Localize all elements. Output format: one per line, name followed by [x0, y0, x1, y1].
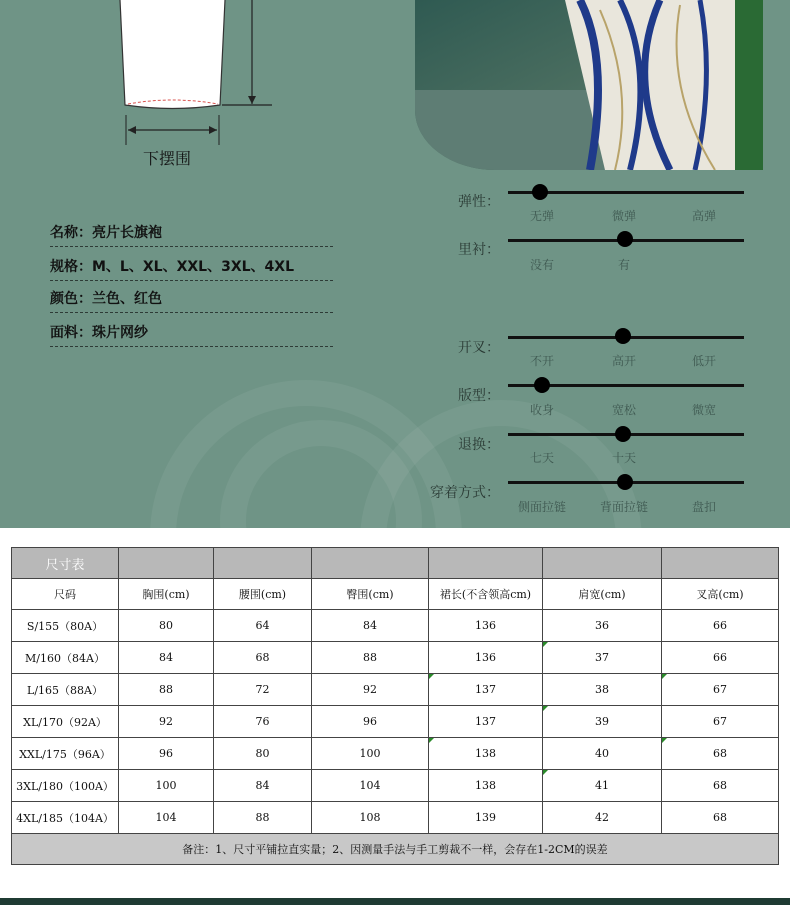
table-cell: 136 [429, 610, 543, 642]
table-cell: 104 [119, 802, 214, 834]
table-header-blank [119, 548, 214, 579]
product-name-value: 亮片长旗袍 [92, 225, 162, 241]
product-size-row [50, 256, 333, 281]
table-row [12, 802, 779, 834]
table-cell: 88 [119, 674, 214, 706]
table-cell: 139 [429, 802, 543, 834]
slider-option: 不开 [529, 354, 554, 368]
footer-bar [0, 898, 790, 905]
slider-option: 背面拉链 [599, 500, 648, 514]
table-cell: 41 [543, 770, 662, 802]
table-cell: M/160（84A） [12, 642, 119, 674]
table-header-blank [429, 548, 543, 579]
table-cell: L/165（88A） [12, 674, 119, 706]
table-cell: 68 [214, 642, 312, 674]
table-header-blank [662, 548, 779, 579]
table-cell: 108 [312, 802, 429, 834]
slider-label: 开叉： [458, 340, 500, 356]
slider-label: 里衬： [458, 242, 500, 258]
table-header-blank [543, 548, 662, 579]
table-row [12, 738, 779, 770]
table-cell: 68 [662, 802, 779, 834]
size-table-note: 备注：1、尺寸平铺拉直实量；2、因测量手法与手工剪裁不一样，会存在1-2CM的误差 [12, 834, 779, 865]
table-cell: 68 [662, 738, 779, 770]
table-cell: 3XL/180（100A） [12, 770, 119, 802]
table-cell: 137 [429, 674, 543, 706]
table-cell: 4XL/185（104A） [12, 802, 119, 834]
table-cell: 76 [214, 706, 312, 738]
table-cell: 100 [312, 738, 429, 770]
slider-knob [532, 184, 548, 200]
slider-option: 侧面拉链 [517, 500, 566, 514]
table-cell: S/155（80A） [12, 610, 119, 642]
slider-option: 收身 [529, 403, 554, 417]
table-row [12, 610, 779, 642]
table-cell: 84 [312, 610, 429, 642]
slider-option: 微宽 [691, 403, 716, 417]
table-cell: 100 [119, 770, 214, 802]
table-cell: 92 [119, 706, 214, 738]
column-header: 臀围(cm) [312, 579, 429, 610]
table-cell: 137 [429, 706, 543, 738]
table-header-blank [312, 548, 429, 579]
slider-option: 低开 [691, 354, 716, 368]
table-cell: 138 [429, 770, 543, 802]
column-header: 叉高(cm) [662, 579, 779, 610]
table-cell: 84 [214, 770, 312, 802]
table-cell: 66 [662, 642, 779, 674]
size-table [11, 547, 779, 865]
column-header: 尺码 [12, 579, 119, 610]
table-cell: 42 [543, 802, 662, 834]
product-size-value: M、L、XL、XXL、3XL、4XL [92, 259, 294, 275]
slider-knob [615, 426, 631, 442]
table-cell: XXL/175（96A） [12, 738, 119, 770]
slider-label: 穿着方式： [430, 485, 500, 501]
slider-option: 十天 [611, 451, 636, 465]
column-header: 胸围(cm) [119, 579, 214, 610]
table-cell: 92 [312, 674, 429, 706]
table-row [12, 706, 779, 738]
table-cell: 96 [119, 738, 214, 770]
product-fabric-label: 面料： [50, 325, 92, 341]
column-header: 肩宽(cm) [543, 579, 662, 610]
column-header: 腰围(cm) [214, 579, 312, 610]
table-cell: XL/170（92A） [12, 706, 119, 738]
table-cell: 138 [429, 738, 543, 770]
product-name-label: 名称： [50, 225, 92, 241]
table-cell: 80 [214, 738, 312, 770]
table-cell: 84 [119, 642, 214, 674]
slider-option: 高开 [611, 354, 636, 368]
product-name-row [50, 222, 333, 247]
slider-label: 退换： [458, 437, 500, 453]
slider-knob [617, 231, 633, 247]
slider-option: 无弹 [529, 209, 554, 223]
slider-option: 高弹 [691, 209, 716, 223]
table-cell: 136 [429, 642, 543, 674]
table-cell: 88 [214, 802, 312, 834]
table-cell: 68 [662, 770, 779, 802]
size-table-title: 尺寸表 [12, 548, 119, 579]
product-color-label: 颜色： [50, 291, 92, 307]
size-table-header-row [12, 579, 779, 610]
table-cell: 88 [312, 642, 429, 674]
slider-knob [534, 377, 550, 393]
slider-label: 版型： [458, 388, 500, 404]
table-cell: 72 [214, 674, 312, 706]
size-table-note-row [12, 834, 779, 865]
table-cell: 38 [543, 674, 662, 706]
slider-option: 宽松 [611, 403, 636, 417]
slider-option: 七天 [529, 451, 554, 465]
table-row [12, 674, 779, 706]
slider-option: 微弹 [611, 209, 636, 223]
column-header: 裙长(不含领高cm) [429, 579, 543, 610]
product-color-value: 兰色、红色 [92, 291, 162, 307]
table-cell: 39 [543, 706, 662, 738]
hem-label: 下摆围 [143, 149, 192, 168]
table-cell: 66 [662, 610, 779, 642]
slider-knob [615, 328, 631, 344]
slider-knob [617, 474, 633, 490]
table-cell: 67 [662, 706, 779, 738]
table-cell: 40 [543, 738, 662, 770]
table-cell: 67 [662, 674, 779, 706]
table-header-blank [214, 548, 312, 579]
slider-option: 有 [617, 258, 630, 272]
table-cell: 64 [214, 610, 312, 642]
table-cell: 96 [312, 706, 429, 738]
product-fabric-row [50, 322, 333, 347]
product-fabric-value: 珠片网纱 [92, 325, 148, 341]
slider-option: 没有 [529, 258, 554, 272]
size-table-title-row [12, 548, 779, 579]
product-color-row [50, 288, 333, 313]
slider-option: 盘扣 [691, 500, 716, 514]
table-row [12, 770, 779, 802]
slider-label: 弹性： [458, 194, 500, 210]
table-row [12, 642, 779, 674]
table-cell: 80 [119, 610, 214, 642]
model-photo [415, 0, 763, 170]
table-cell: 37 [543, 642, 662, 674]
table-cell: 104 [312, 770, 429, 802]
product-size-label: 规格： [50, 259, 92, 275]
table-cell: 36 [543, 610, 662, 642]
